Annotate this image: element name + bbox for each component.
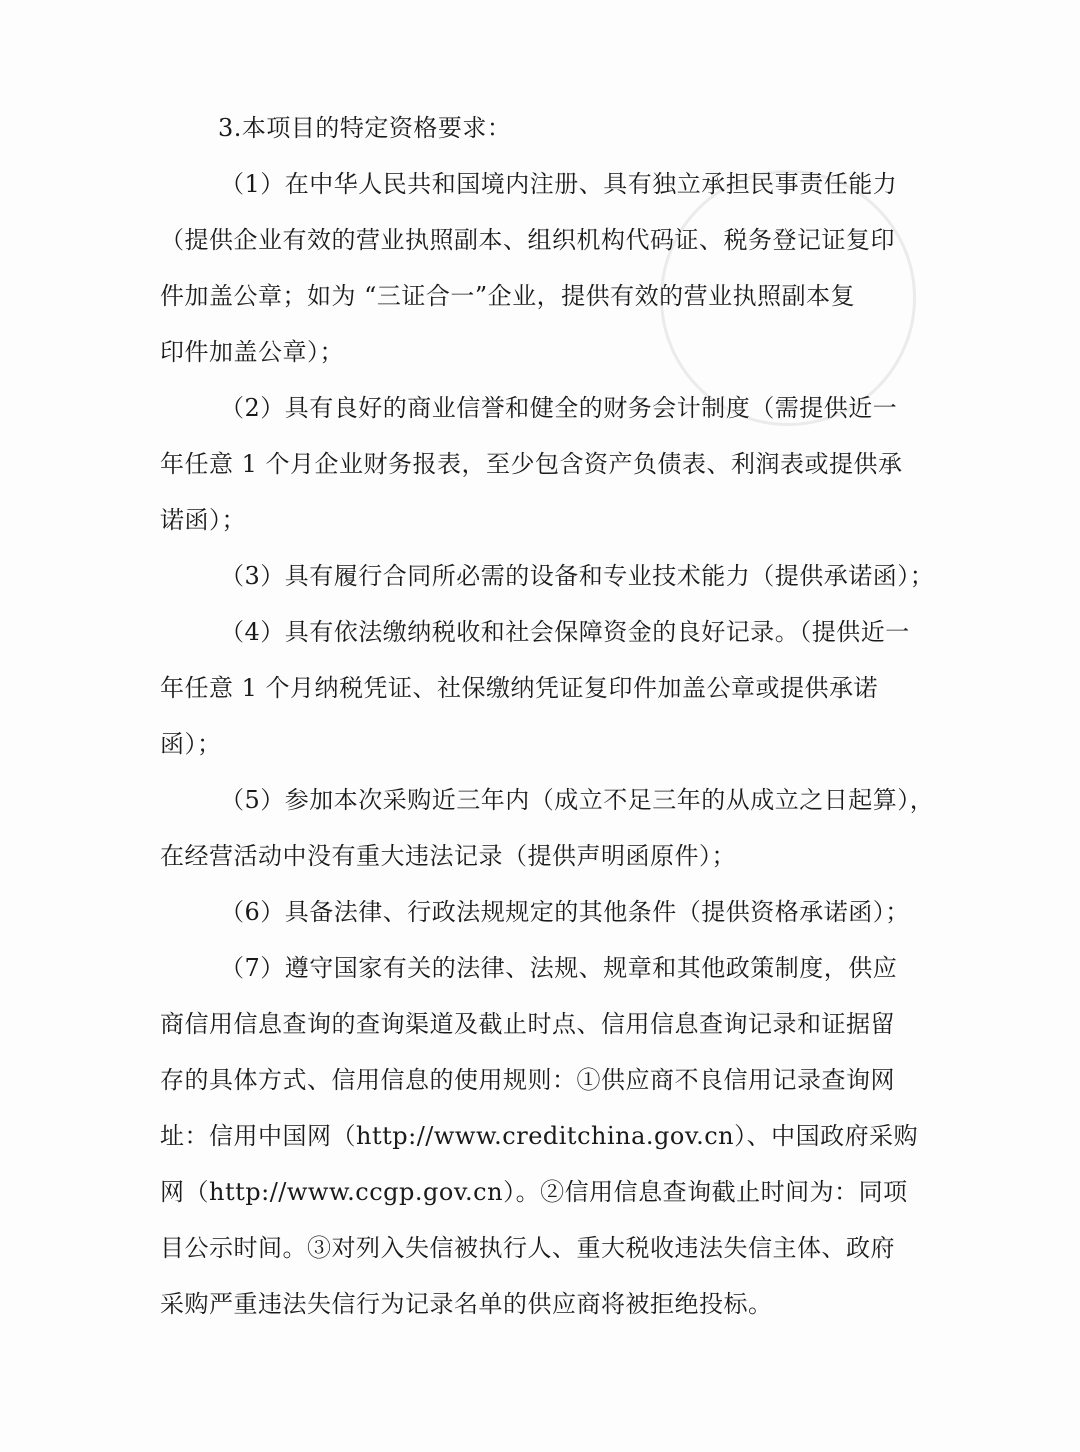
section-heading: 3.本项目的特定资格要求：: [218, 114, 512, 142]
text-line: 印件加盖公章）；: [160, 338, 344, 366]
text-line: （1）在中华人民共和国境内注册、具有独立承担民事责任能力: [220, 170, 898, 198]
text-line: 目公示时间。③对列入失信被执行人、重大税收违法失信主体、政府: [160, 1234, 895, 1262]
text-line: 函）；: [160, 730, 222, 758]
text-line: 网（http://www.ccgp.gov.cn）。②信用信息查询截止时间为：同项: [160, 1178, 908, 1206]
text-line: （6）具备法律、行政法规规定的其他条件（提供资格承诺函）；: [220, 898, 910, 926]
text-line: （提供企业有效的营业执照副本、组织机构代码证、税务登记证复印: [160, 226, 895, 254]
text-line: 在经营活动中没有重大违法记录（提供声明函原件）；: [160, 842, 736, 870]
text-line: 存的具体方式、信用信息的使用规则：①供应商不良信用记录查询网: [160, 1066, 895, 1094]
text-line: （2）具有良好的商业信誉和健全的财务会计制度（需提供近一: [220, 394, 898, 422]
text-line: （4）具有依法缴纳税收和社会保障资金的良好记录。（提供近一: [220, 618, 910, 646]
text-line: 址：信用中国网（http://www.creditchina.gov.cn）、中国政府采购: [160, 1122, 919, 1150]
text-line: （5）参加本次采购近三年内（成立不足三年的从成立之日起算），: [220, 786, 935, 814]
text-line: 年任意 1 个月企业财务报表，至少包含资产负债表、利润表或提供承: [160, 450, 903, 478]
text-line: （7）遵守国家有关的法律、法规、规章和其他政策制度，供应: [220, 954, 898, 982]
text-line: 年任意 1 个月纳税凭证、社保缴纳凭证复印件加盖公章或提供承诺: [160, 674, 879, 702]
text-line: （3）具有履行合同所必需的设备和专业技术能力（提供承诺函）；: [220, 562, 935, 590]
text-line: 采购严重违法失信行为记录名单的供应商将被拒绝投标。: [160, 1290, 773, 1318]
text-line: 诺函）；: [160, 506, 246, 534]
document-body: [160, 100, 935, 1332]
text-line: 件加盖公章；如为 “三证合一”企业，提供有效的营业执照副本复: [160, 282, 856, 310]
text-line: 商信用信息查询的查询渠道及截止时点、信用信息查询记录和证据留: [160, 1010, 895, 1038]
